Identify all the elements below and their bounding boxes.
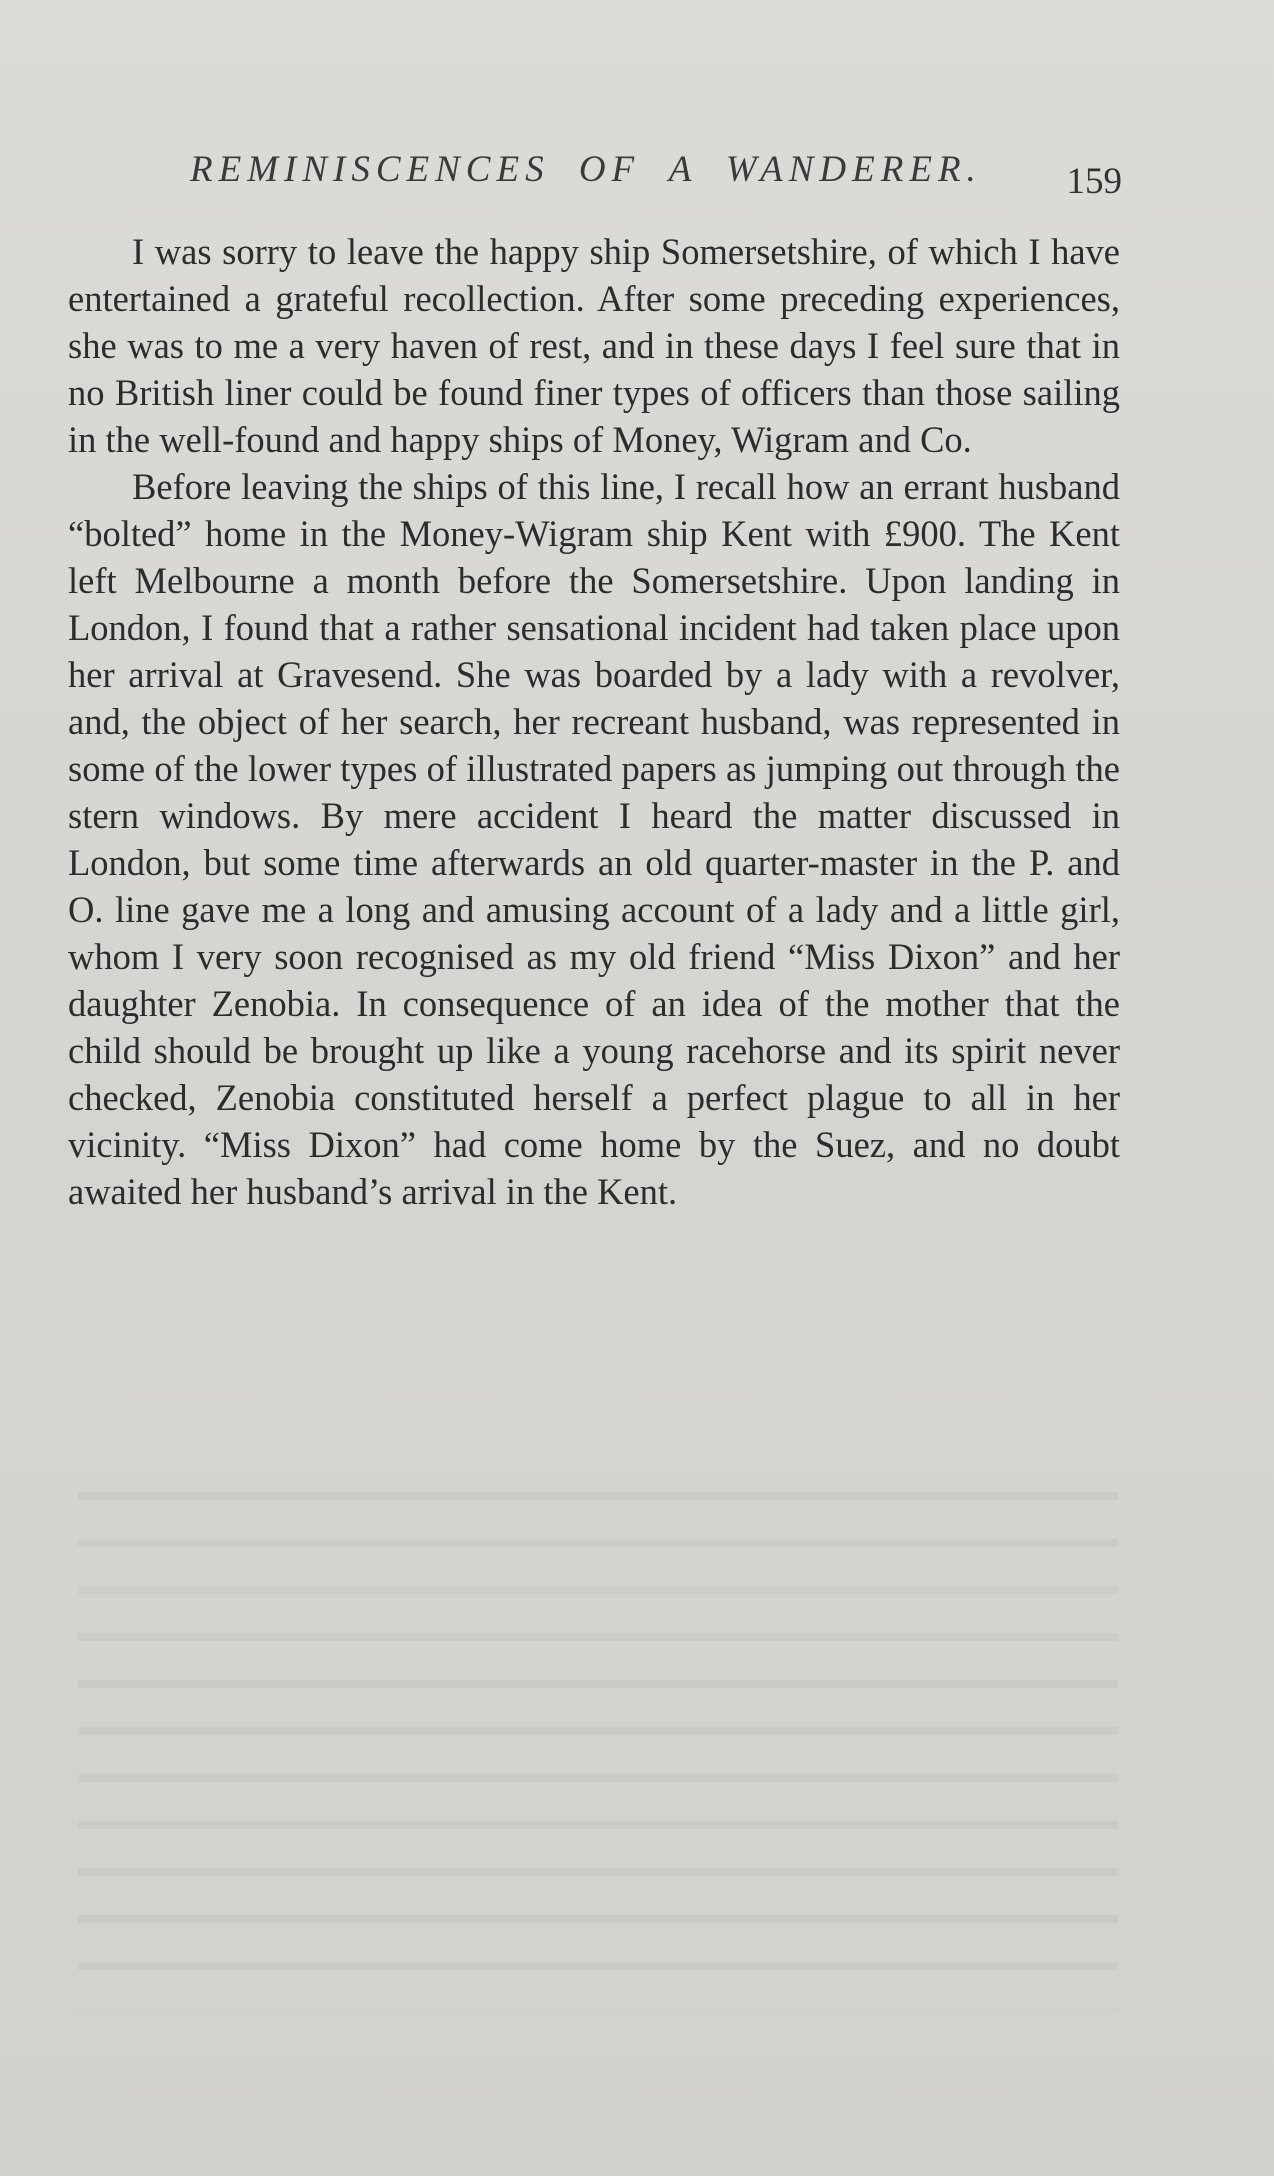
body-text: [68, 228, 1120, 1215]
paragraph: I was sorry to leave the happy ship Somersetshire, of which I have entertained a grateful recollection. After some preceding experiences, she was to me a very haven of rest, and in these days I feel sure that in no British liner could be found finer types of officers than those sailing in the well-found and happy ships of Money, Wigram and Co.: [68, 231, 1120, 460]
running-title: REMINISCENCES OF A WANDERER.: [190, 149, 982, 190]
paragraph: Before leaving the ships of this line, I recall how an errant husband “bolted” home in the Money-Wigram ship Kent with £900. The Kent left Melbourne a month before the Somersetshire. Upon landing in London, I found that a rather sensational incident had taken place upon her arrival at Gravesend. She was boarded by a lady with a revolver, and, the object of her search, her recreant husband, was represented in some of the lower types of illustrated papers as jumping out through the stern windows. By mere accident I heard the matter discussed in London, but some time afterwards an old quarter-master in the P. and O. line gave me a long and amusing account of a lady and a little girl, whom I very soon recognised as my old friend “Miss Dixon” and her daughter Zenobia. In consequence of an idea of the mother that the child should be brought up like a young racehorse and its spirit never checked, Zenobia constituted herself a perfect plague to all in her vicinity. “Miss Dixon” had come home by the Suez, and no doubt awaited her husband’s arrival in the Kent.: [68, 466, 1120, 1212]
running-head: [190, 148, 1122, 202]
page-number: 159: [1066, 161, 1122, 202]
show-through-texture: [78, 1470, 1118, 2010]
